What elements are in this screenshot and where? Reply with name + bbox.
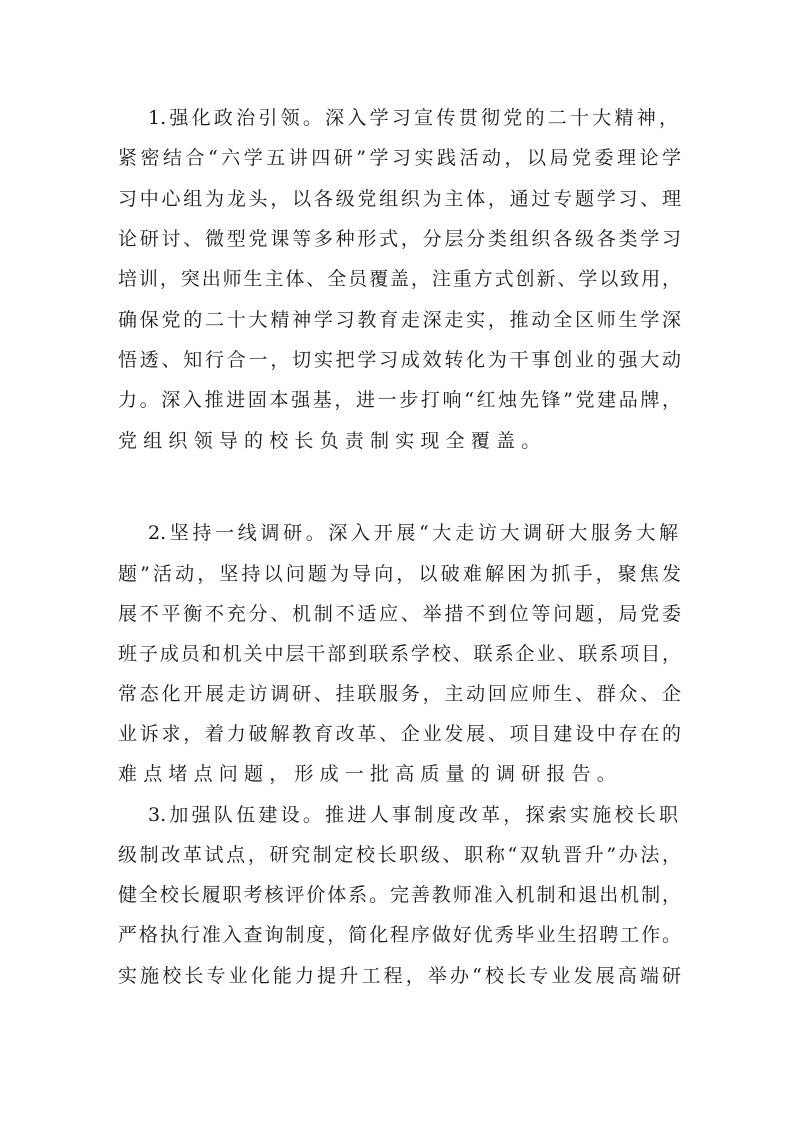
text-line: 题”活动，坚持以问题为导向，以破难解困为抓手，聚焦发 bbox=[118, 563, 681, 585]
text-line: 紧密结合“六学五讲四研”学习实践活动，以局党委理论学 bbox=[118, 147, 681, 169]
text-line: 力。深入推进固本强基，进一步打响“红烛先锋”党建品牌， bbox=[118, 389, 681, 411]
text-line: 业诉求，着力破解教育改革、企业发展、项目建设中存在的 bbox=[118, 723, 681, 745]
text-line: 2.坚持一线调研。深入开展“大走访大调研大服务大解 bbox=[148, 522, 678, 544]
text-line: 习中心组为龙头，以各级党组织为主体，通过专题学习、理 bbox=[118, 188, 681, 210]
text-line: 健全校长履职考核评价体系。完善教师准入机制和退出机制， bbox=[118, 884, 681, 906]
text-line: 班子成员和机关中层干部到联系学校、联系企业、联系项目， bbox=[118, 643, 681, 665]
text-line: 难点堵点问题，形成一批高质量的调研报告。 bbox=[118, 763, 623, 785]
text-line: 展不平衡不充分、机制不适应、举措不到位等问题，局党委 bbox=[118, 603, 681, 625]
text-line: 1.强化政治引领。深入学习宣传贯彻党的二十大精神， bbox=[148, 107, 678, 129]
text-line: 悟透、知行合一，切实把学习成效转化为干事创业的强大动 bbox=[118, 349, 681, 371]
text-line: 常态化开展走访调研、挂联服务，主动回应师生、群众、企 bbox=[118, 683, 681, 705]
text-line: 实施校长专业化能力提升工程，举办“校长专业发展高端研 bbox=[118, 965, 681, 987]
text-line: 确保党的二十大精神学习教育走深走实，推动全区师生学深 bbox=[118, 309, 681, 331]
text-line: 论研讨、微型党课等多种形式，分层分类组织各级各类学习 bbox=[118, 228, 681, 250]
text-line: 党组织领导的校长负责制实现全覆盖。 bbox=[118, 430, 547, 452]
text-line: 3.加强队伍建设。推进人事制度改革，探索实施校长职 bbox=[148, 804, 678, 826]
text-line: 级制改革试点，研究制定校长职级、职称“双轨晋升”办法， bbox=[118, 844, 681, 866]
text-line: 严格执行准入查询制度，简化程序做好优秀毕业生招聘工作。 bbox=[118, 924, 681, 946]
text-line: 培训，突出师生主体、全员覆盖，注重方式创新、学以致用， bbox=[118, 268, 681, 290]
